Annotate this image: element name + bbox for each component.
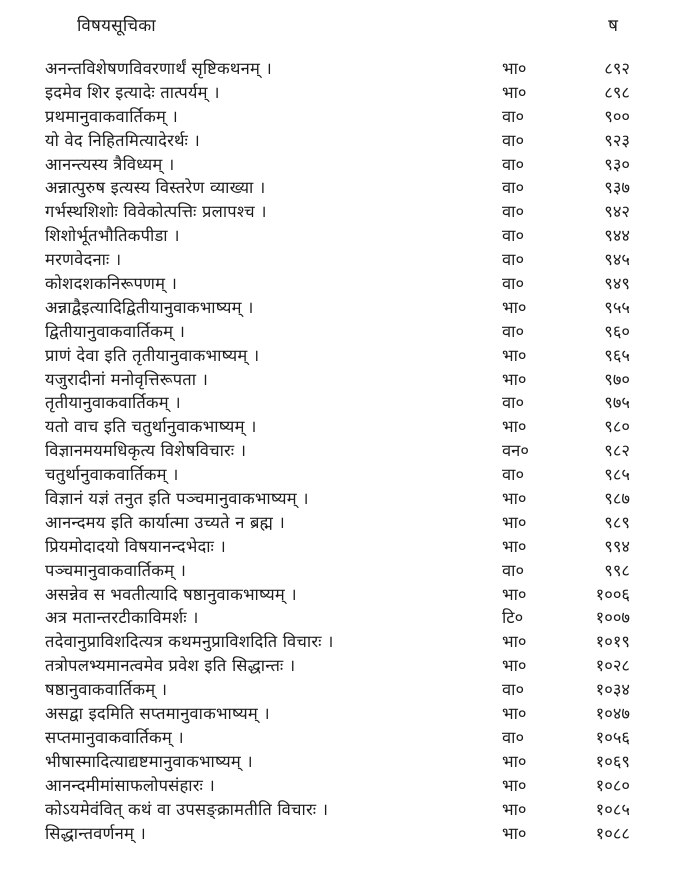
- toc-entry-text: अन्नात्पुरुष इत्यस्य विस्तरेण व्याख्या ।: [45, 178, 266, 198]
- toc-entry-page: ९८२: [604, 441, 630, 461]
- toc-entry-source: भा०: [502, 751, 527, 771]
- toc-entry-page: ९००: [604, 106, 630, 126]
- toc-entry-text: तृतीयानुवाकवार्तिकम् ।: [45, 393, 181, 413]
- toc-entry-page: ९६०: [604, 321, 630, 341]
- toc-entry-text: अन्नाद्वैइत्यादिद्वितीयानुवाकभाष्यम् ।: [45, 297, 254, 317]
- page-header: [45, 14, 630, 38]
- toc-entry-text: सप्तमानुवाकवार्तिकम् ।: [45, 727, 184, 747]
- toc-row: [45, 368, 630, 392]
- toc-row: [45, 798, 630, 822]
- toc-row: [45, 105, 630, 129]
- toc-entry-page: ९६५: [604, 345, 630, 365]
- toc-entry-source: वा०: [502, 274, 525, 294]
- toc-entry-source: भा०: [502, 823, 527, 843]
- toc-row: [45, 774, 630, 798]
- toc-entry-source: वा०: [502, 321, 525, 341]
- toc-list: [45, 57, 630, 845]
- toc-row: [45, 320, 630, 344]
- toc-entry-text: अत्र मतान्तरटीकाविमर्शः ।: [45, 608, 199, 628]
- toc-row: [45, 822, 630, 846]
- toc-entry-page: ९३०: [604, 154, 630, 174]
- toc-row: [45, 750, 630, 774]
- toc-entry-text: विज्ञानं यज्ञं तनुत इति पञ्चमानुवाकभाष्यम् ।: [45, 489, 309, 509]
- toc-entry-page: १०२८: [595, 656, 630, 676]
- toc-entry-source: वा०: [502, 560, 525, 580]
- toc-entry-page: १०५६: [595, 727, 630, 747]
- toc-entry-text: आनन्त्यस्य त्रैविध्यम् ।: [45, 154, 175, 174]
- toc-entry-text: कोऽयमेवंवित् कथं वा उपसङ्क्रामतीति विचारः ।: [45, 799, 329, 819]
- toc-entry-source: भा०: [502, 536, 527, 556]
- toc-entry-text: आनन्दमीमांसाफलोपसंहारः ।: [45, 775, 215, 795]
- toc-row: [45, 200, 630, 224]
- toc-entry-source: वा०: [502, 250, 525, 270]
- toc-entry-page: ९९४: [604, 536, 630, 556]
- toc-entry-text: षष्ठानुवाकवार्तिकम् ।: [45, 680, 168, 700]
- toc-entry-source: भा०: [502, 584, 527, 604]
- toc-entry-page: १०४७: [595, 704, 630, 724]
- toc-entry-page: ८९८: [604, 82, 630, 102]
- toc-row: [45, 535, 630, 559]
- toc-entry-page: ९४२: [604, 202, 630, 222]
- toc-entry-page: ९५५: [604, 297, 630, 317]
- toc-entry-page: ९८५: [604, 465, 630, 485]
- toc-entry-page: १०८८: [595, 823, 630, 843]
- toc-entry-text: प्रियमोदादयो विषयानन्दभेदाः ।: [45, 536, 226, 556]
- toc-entry-source: भा०: [502, 512, 527, 532]
- toc-entry-text: तत्रोपलभ्यमानत्वमेव प्रवेश इति सिद्धान्तः ।: [45, 656, 296, 676]
- toc-entry-page: ९८०: [604, 417, 630, 437]
- toc-entry-text: प्राणं देवा इति तृतीयानुवाकभाष्यम् ।: [45, 345, 260, 365]
- toc-entry-source: भा०: [502, 369, 527, 389]
- toc-row: [45, 726, 630, 750]
- toc-entry-page: ९७५: [604, 393, 630, 413]
- toc-row: [45, 463, 630, 487]
- toc-entry-source: भा०: [502, 417, 527, 437]
- toc-entry-source: भा०: [502, 345, 527, 365]
- toc-entry-page: ९८७: [604, 489, 630, 509]
- toc-entry-page: ९४४: [604, 226, 630, 246]
- toc-row: [45, 153, 630, 177]
- toc-entry-source: टि०: [502, 608, 524, 628]
- toc-entry-text: आनन्दमय इति कार्यात्मा उच्यते न ब्रह्म ।: [45, 512, 285, 532]
- toc-entry-page: १०६९: [595, 751, 630, 771]
- toc-entry-source: वन०: [502, 441, 529, 461]
- toc-row: [45, 439, 630, 463]
- toc-entry-page: ९३७: [604, 178, 630, 198]
- toc-entry-source: भा०: [502, 632, 527, 652]
- toc-entry-page: ९४९: [604, 274, 630, 294]
- toc-entry-page: १०१९: [595, 632, 630, 652]
- toc-entry-source: वा०: [502, 106, 525, 126]
- toc-entry-source: वा०: [502, 178, 525, 198]
- toc-entry-source: भा०: [502, 799, 527, 819]
- toc-row: [45, 391, 630, 415]
- toc-row: [45, 344, 630, 368]
- toc-entry-text: इदमेव शिर इत्यादेः तात्पर्यम् ।: [45, 82, 220, 102]
- toc-entry-source: वा०: [502, 130, 525, 150]
- toc-row: [45, 487, 630, 511]
- toc-row: [45, 248, 630, 272]
- toc-entry-page: ९२३: [604, 130, 630, 150]
- toc-entry-page: १०८५: [595, 799, 630, 819]
- toc-entry-text: यतो वाच इति चतुर्थानुवाकभाष्यम् ।: [45, 417, 257, 437]
- toc-entry-page: ९४५: [604, 250, 630, 270]
- toc-entry-text: मरणवेदनाः ।: [45, 250, 122, 270]
- toc-entry-text: असद्वा इदमिति सप्तमानुवाकभाष्यम् ।: [45, 704, 270, 724]
- toc-entry-text: यजुरादीनां मनोवृत्तिरूपता ।: [45, 369, 209, 389]
- toc-entry-source: वा०: [502, 226, 525, 246]
- toc-entry-page: १००७: [595, 608, 630, 628]
- toc-entry-text: द्वितीयानुवाकवार्तिकम् ।: [45, 321, 186, 341]
- toc-row: [45, 678, 630, 702]
- toc-row: [45, 57, 630, 81]
- toc-row: [45, 559, 630, 583]
- toc-row: [45, 630, 630, 654]
- toc-entry-page: ९९८: [604, 560, 630, 580]
- toc-entry-page: ९८९: [604, 512, 630, 532]
- toc-entry-text: विज्ञानमयमधिकृत्य विशेषविचारः ।: [45, 441, 247, 461]
- toc-entry-source: भा०: [502, 489, 527, 509]
- toc-row: [45, 129, 630, 153]
- toc-entry-source: भा०: [502, 656, 527, 676]
- toc-entry-source: वा०: [502, 154, 525, 174]
- toc-row: [45, 296, 630, 320]
- toc-entry-text: यो वेद निहितमित्यादेरर्थः ।: [45, 130, 200, 150]
- toc-row: [45, 224, 630, 248]
- toc-entry-text: पञ्चमानुवाकवार्तिकम् ।: [45, 560, 187, 580]
- toc-entry-text: असन्नेव स भवतीत्यादि षष्ठानुवाकभाष्यम् ।: [45, 584, 297, 604]
- toc-entry-text: गर्भस्थशिशोः विवेकोत्पत्तिः प्रलापश्च ।: [45, 202, 267, 222]
- toc-entry-text: तदेवानुप्राविशदित्यत्र कथमनुप्राविशदिति विचारः ।: [45, 632, 334, 652]
- toc-row: [45, 654, 630, 678]
- toc-entry-text: कोशदशकनिरूपणम् ।: [45, 274, 178, 294]
- toc-entry-text: शिशोर्भूतभौतिकपीडा ।: [45, 226, 180, 246]
- toc-entry-source: भा०: [502, 704, 527, 724]
- toc-entry-page: १०३४: [595, 680, 630, 700]
- toc-entry-page: १००६: [595, 584, 630, 604]
- folio-mark: ष: [608, 16, 618, 36]
- toc-entry-page: १०८०: [595, 775, 630, 795]
- toc-entry-page: ८९२: [604, 59, 630, 78]
- toc-row: [45, 415, 630, 439]
- toc-row: [45, 176, 630, 200]
- toc-row: [45, 511, 630, 535]
- toc-entry-source: भा०: [502, 59, 527, 78]
- toc-entry-source: वा०: [502, 465, 525, 485]
- toc-entry-text: प्रथमानुवाकवार्तिकम् ।: [45, 106, 178, 126]
- toc-entry-source: वा०: [502, 202, 525, 222]
- toc-entry-source: भा०: [502, 82, 527, 102]
- toc-entry-source: वा०: [502, 727, 525, 747]
- toc-entry-source: भा०: [502, 297, 527, 317]
- toc-entry-source: भा०: [502, 775, 527, 795]
- toc-entry-text: भीषास्मादित्याद्यष्टमानुवाकभाष्यम् ।: [45, 751, 253, 771]
- toc-entry-page: ९७०: [604, 369, 630, 389]
- toc-row: [45, 583, 630, 607]
- toc-row: [45, 606, 630, 630]
- toc-row: [45, 702, 630, 726]
- toc-entry-text: चतुर्थानुवाकवार्तिकम् ।: [45, 465, 179, 485]
- toc-entry-text: सिद्धान्तवर्णनम् ।: [45, 823, 146, 843]
- toc-row: [45, 81, 630, 105]
- toc-entry-source: वा०: [502, 393, 525, 413]
- toc-entry-text: अनन्तविशेषणविवरणार्थं सृष्टिकथनम् ।: [45, 59, 272, 78]
- toc-entry-source: वा०: [502, 680, 525, 700]
- toc-row: [45, 272, 630, 296]
- toc-title: विषयसूचिका: [77, 16, 156, 36]
